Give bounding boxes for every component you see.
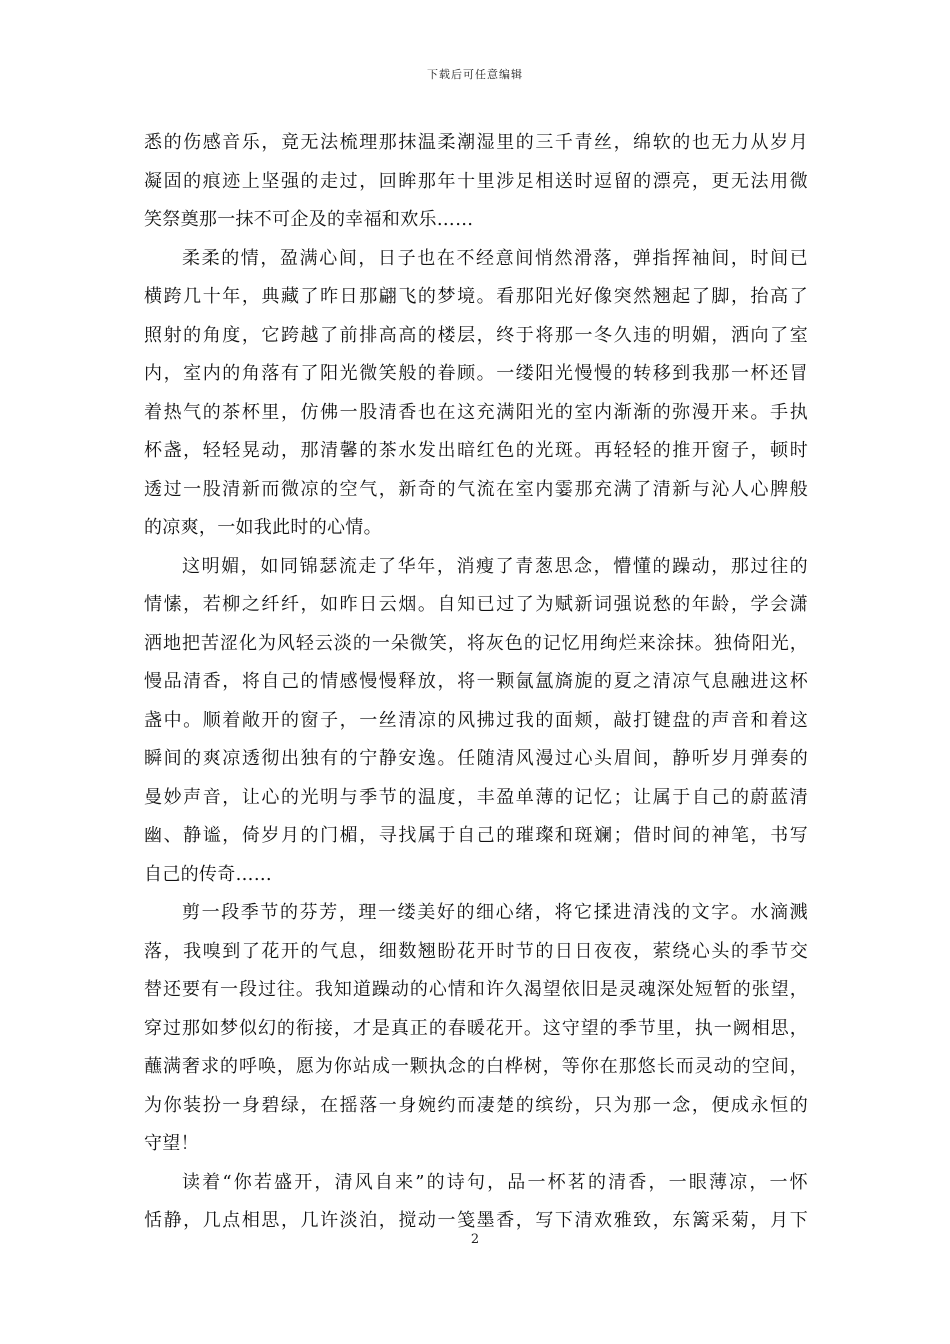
text-line: 透过一股清新而微凉的空气，新奇的气流在室内霎那充满了清新与沁人心脾般 [144, 478, 808, 500]
text-line: 为你装扮一身碧绿，在摇落一身婉约而凄楚的缤纷，只为那一念，便成永恒的 [144, 1094, 808, 1116]
text-line: 内，室内的角落有了阳光微笑般的眷顾。一缕阳光慢慢的转移到我那一杯还冒 [144, 363, 808, 384]
text-line: 读着“你若盛开，清风自来”的诗句，品一杯茗的清香，一眼薄凉，一怀 [182, 1171, 808, 1193]
text-line: 横跨几十年，典藏了昨日那翩飞的梦境。看那阳光好像突然翘起了脚，抬高了 [144, 286, 808, 307]
paragraph [144, 548, 808, 895]
text-line: 守望！ [144, 1133, 199, 1154]
text-line: 这明媚，如同锦瑟流走了华年，消瘦了青葱思念，懵懂的躁动，那过往的 [182, 555, 808, 577]
paragraph [144, 894, 808, 1164]
text-line: 恬静，几点相思，几许淡泊，搅动一笺墨香，写下清欢雅致，东篱采菊，月下 [144, 1210, 808, 1231]
text-line: 笑祭奠那一抹不可企及的幸福和欢乐…… [144, 209, 474, 230]
paragraph [144, 240, 808, 548]
document-body [144, 124, 808, 1241]
text-line: 瞬间的爽凉透彻出独有的宁静安逸。任随清风漫过心头眉间，静听岁月弹奏的 [144, 748, 808, 769]
text-line: 照射的角度，它跨越了前排高高的楼层，终于将那一冬久违的明媚，洒向了室 [144, 324, 808, 346]
text-line: 悉的伤感音乐，竟无法梳理那抹温柔潮湿里的三千青丝，绵软的也无力从岁月 [144, 132, 808, 153]
text-line: 柔柔的情，盈满心间，日子也在不经意间悄然滑落，弹指挥袖间，时间已 [182, 247, 808, 269]
text-line: 杯盏，轻轻晃动，那清馨的茶水发出暗红色的光斑。再轻轻的推开窗子，顿时 [144, 440, 808, 461]
text-line: 洒地把苦涩化为风轻云淡的一朵微笑，将灰色的记忆用绚烂来涂抹。独倚阳光， [144, 632, 808, 654]
text-line: 的凉爽，一如我此时的心情。 [144, 517, 382, 538]
page-header: 下载后可任意编辑 [427, 68, 523, 81]
text-line: 盏中。顺着敞开的窗子，一丝清凉的风拂过我的面颊，敲打键盘的声音和着这 [144, 709, 808, 731]
text-line: 蘸满奢求的呼唤，愿为你站成一颗执念的白桦树，等你在那悠长而灵动的空间， [144, 1056, 808, 1077]
text-line: 慢品清香，将自己的情感慢慢释放，将一颗氤氲旖旎的夏之清凉气息融进这杯 [144, 671, 808, 692]
text-line: 凝固的痕迹上坚强的走过，回眸那年十里涉足相送时逗留的漂亮，更无法用微 [144, 170, 808, 192]
paragraph [144, 124, 808, 240]
text-line: 剪一段季节的芬芳，理一缕美好的细心绪，将它揉进清浅的文字。水滴溅 [182, 902, 808, 923]
text-line: 落，我嗅到了花开的气息，细数翘盼花开时节的日日夜夜，萦绕心头的季节交 [144, 940, 808, 962]
text-line: 着热气的茶杯里，仿佛一股清香也在这充满阳光的室内渐渐的弥漫开来。手执 [144, 401, 808, 423]
text-line: 自己的传奇…… [144, 863, 273, 885]
text-line: 曼妙声音，让心的光明与季节的温度，丰盈单薄的记忆；让属于自己的蔚蓝清 [144, 786, 808, 808]
paragraph [144, 1164, 808, 1241]
text-line: 替还要有一段过往。我知道躁动的心情和许久渴望依旧是灵魂深处短暂的张望， [144, 979, 808, 1000]
text-line: 穿过那如梦似幻的衔接，才是真正的春暖花开。这守望的季节里，执一阙相思， [144, 1017, 808, 1039]
text-line: 情愫，若柳之纤纤，如昨日云烟。自知已过了为赋新词强说愁的年龄，学会潇 [144, 594, 808, 615]
text-line: 幽、静谧，倚岁月的门楣，寻找属于自己的璀璨和斑斓；借时间的神笔，书写 [144, 825, 808, 846]
page-number: 2 [470, 1232, 480, 1247]
